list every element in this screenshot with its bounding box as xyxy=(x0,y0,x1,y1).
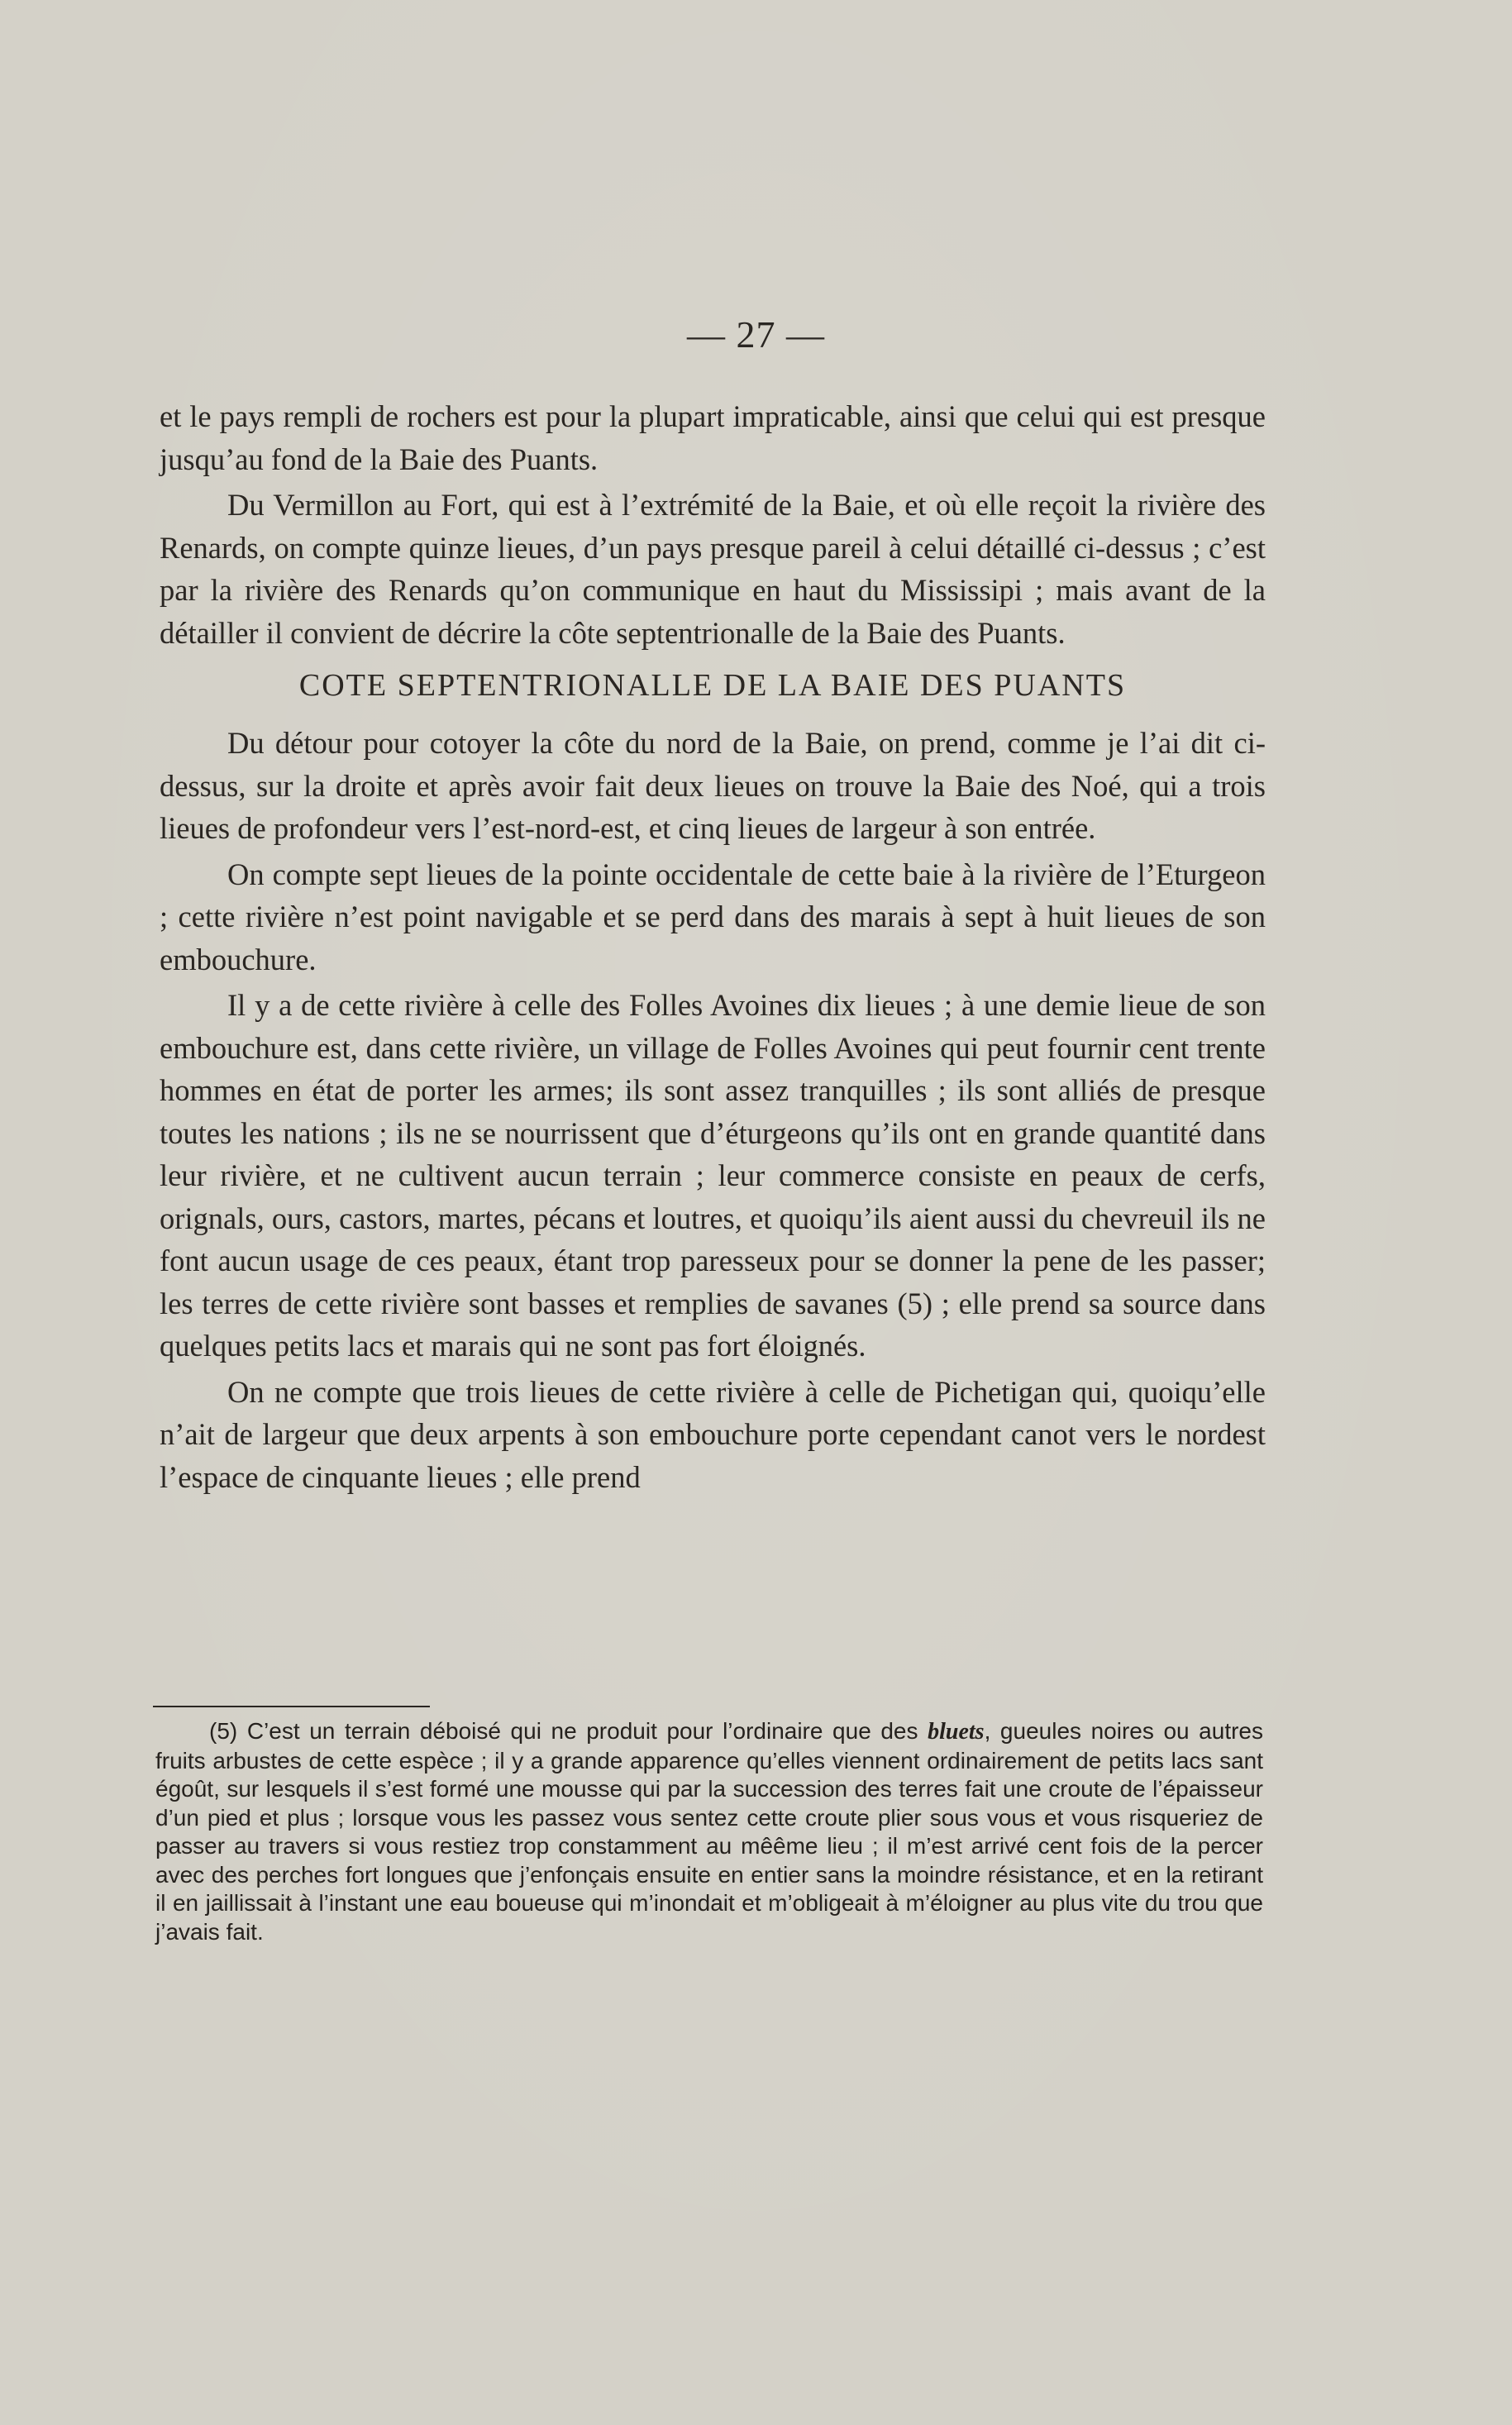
paragraph-eturgeon: On compte sept lieues de la pointe occidentale de cette baie à la rivière de l’Eturgeon ; cette rivière n’est point navigable et se perd dans des marais à sept à huit lieues de son embouchure. xyxy=(160,857,1266,976)
footnote-divider xyxy=(153,1706,430,1707)
footnote-marker: (5) xyxy=(209,1718,238,1744)
page-number: — 27 — xyxy=(687,313,825,356)
body-text xyxy=(160,395,1266,1501)
footnote-text-after: , gueules noires ou autres fruits arbustes de cette espèce ; il y a grande apparence qu’elles viennent ordinairement de petits lacs sant égoût, sur lesquels il s’est formé une mousse qui par la succession des terres fait une croute de l’épaisseur d’un pied et plus ; lorsque vous les passez vous sentez cette croute plier sous vous et vous risqueriez de passer au travers si vous restiez trop constamment au mêême lieu ; il m’est arrivé cent fois de la percer avec des perches fort longues que j’enfonçais ensuite en entier sans la moindre résistance, et en la retirant il en jaillissait à l’instant une eau boueuse qui m’inondait et m’obligeait à m’éloigner au plus vite du trou que j’avais fait. xyxy=(155,1718,1263,1945)
footnote-emphasis: bluets xyxy=(928,1719,985,1745)
footnote-text-before: C’est un terrain déboisé qui ne produit pour l’ordinaire que des xyxy=(246,1718,918,1744)
paragraph-baie-des-noe: Du détour pour cotoyer la côte du nord de la Baie, on prend, comme je l’ai dit ci-dessus, sur la droite et après avoir fait deux lieues on trouve la Baie des Noé, qui a trois lieues de profondeur vers l’est-nord-est, et cinq lieues de largeur à son entrée. xyxy=(160,726,1266,845)
paragraph-vermillon: Du Vermillon au Fort, qui est à l’extrémité de la Baie, et où elle reçoit la rivière des Renards, on compte quinze lieues, d’un pays presque pareil à celui détaillé ci-dessus ; c’est par la rivière des Renards qu’on communique en haut du Mississipi ; mais avant de la détailler il convient de décrire la côte septentrionalle de la Baie des Puants. xyxy=(160,488,1266,650)
footnote xyxy=(155,1717,1263,1946)
paragraph-pichetigan: On ne compte que trois lieues de cette rivière à celle de Pichetigan qui, quoiqu’elle n’ait de largeur que deux arpents à son embouchure porte cependant canot vers le nordest l’espace de cinquante lieues ; elle prend xyxy=(160,1374,1266,1494)
paragraph-continuation: et le pays rempli de rochers est pour la plupart impraticable, ainsi que celui qui est presque jusqu’au fond de la Baie des Puants. xyxy=(160,399,1266,476)
paragraph-folles-avoines: Il y a de cette rivière à celle des Folles Avoines dix lieues ; à une demie lieue de son embouchure est, dans cette rivière, un village de Folles Avoines qui peut fournir cent trente hommes en état de porter les armes; ils sont assez tranquilles ; ils sont alliés de presque toutes les nations ; ils ne se nourrissent que d’éturgeons qu’ils ont en grande quantité dans leur rivière, et ne cultivent aucun terrain ; leur commerce consiste en peaux de cerfs, orignals, ours, castors, martes, pécans et loutres, et quoiqu’ils aient aussi du chevreuil ils ne font aucun usage de ces peaux, étant trop paresseux pour se donner la pene de les passer; les terres de cette rivière sont basses et remplies de savanes (5) ; elle prend sa source dans quelques petits lacs et marais qui ne sont pas fort éloignés. xyxy=(160,988,1266,1363)
section-heading: COTE SEPTENTRIONALLE DE LA BAIE DES PUANTS xyxy=(298,668,1127,703)
